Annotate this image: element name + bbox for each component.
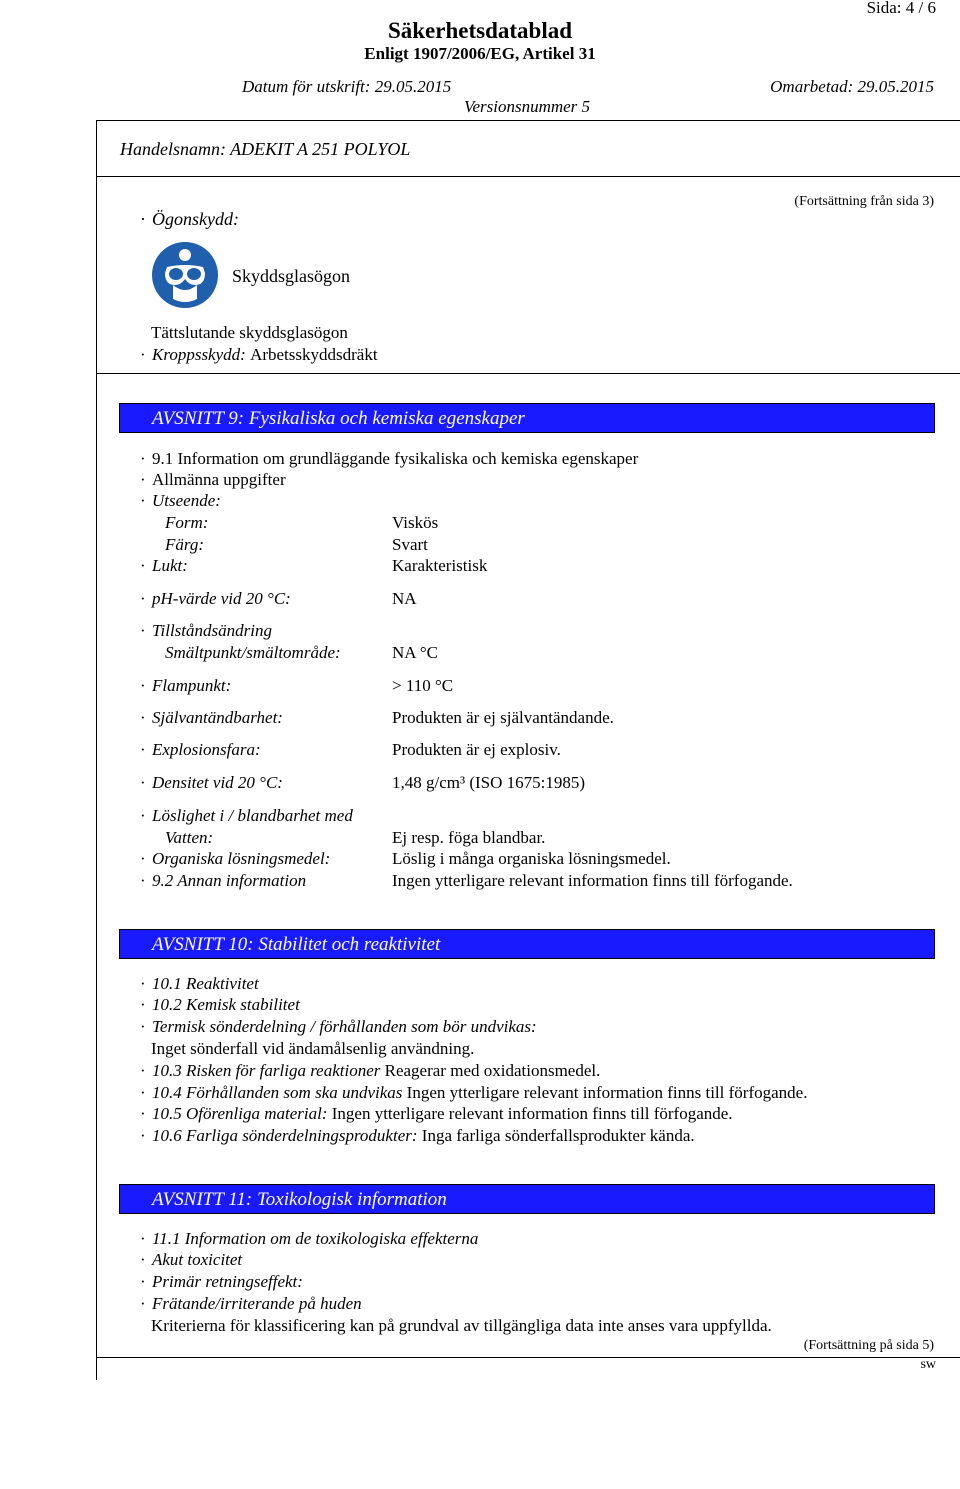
- incompatible-label: 10.5 Oförenliga material:: [152, 1104, 328, 1123]
- form-value: Viskös: [392, 513, 439, 532]
- general-info: · Allmänna uppgifter: [140, 470, 286, 490]
- appearance-label: · Utseende:: [140, 491, 221, 511]
- section-9-header: [119, 403, 935, 433]
- water-label: Vatten:: [165, 828, 214, 847]
- decomposition-value: Inga farliga sönderfallsprodukter kända.: [421, 1126, 695, 1145]
- state-change-label: · Tillståndsändring: [140, 621, 272, 641]
- ph-value: NA: [392, 589, 417, 608]
- other-info-label: · 9.2 Annan information: [140, 871, 306, 891]
- print-date: Datum för utskrift: 29.05.2015: [242, 77, 452, 96]
- section-10-header: [119, 929, 935, 959]
- incompatible-value: Ingen ytterligare relevant information finns till förfogande.: [331, 1104, 733, 1123]
- selfignition-value: Produkten är ej självantändande.: [392, 708, 614, 727]
- left-margin-rule: [96, 120, 97, 1380]
- version-number: Versionsnummer 5: [463, 97, 591, 116]
- primary-irritant: · Primär retningseffekt:: [140, 1272, 303, 1292]
- thermal-value: Inget sönderfall vid ändamålsenlig användning.: [151, 1039, 475, 1058]
- flash-value: > 110 °C: [392, 676, 454, 695]
- section-11-title: AVSNITT 11: Toxikologisk information: [152, 1189, 447, 1210]
- safety-goggles-icon: [151, 241, 219, 309]
- avoid-conditions-label: 10.4 Förhållanden som ska undvikas: [152, 1083, 403, 1102]
- acute-toxicity: · Akut toxicitet: [140, 1250, 242, 1270]
- avoid-conditions-line: [140, 1083, 807, 1103]
- revision-date: Omarbetad: 29.05.2015: [770, 77, 934, 96]
- flash-label: · Flampunkt:: [140, 676, 231, 696]
- explosion-label: · Explosionsfara:: [140, 740, 261, 760]
- reactivity: · 10.1 Reaktivitet: [140, 974, 259, 994]
- toxicological-info: · 11.1 Information om de toxikologiska effekterna: [140, 1229, 478, 1249]
- continued-to: (Fortsättning på sida 5): [803, 1338, 934, 1353]
- decomposition-label: 10.6 Farliga sönderdelningsprodukter:: [152, 1126, 418, 1145]
- form-label: Form:: [165, 513, 209, 532]
- avoid-conditions-value: Ingen ytterligare relevant information finns till förfogande.: [406, 1083, 808, 1102]
- goggles-type: Tättslutande skyddsglasögon: [151, 323, 348, 342]
- ph-label: · pH-värde vid 20 °C:: [140, 589, 291, 609]
- solubility-label: · Löslighet i / blandbarhet med: [140, 806, 353, 826]
- color-label: Färg:: [165, 535, 205, 554]
- organic-label: · Organiska lösningsmedel:: [140, 849, 330, 869]
- section-9-title: AVSNITT 9: Fysikaliska och kemiska egenskaper: [152, 408, 525, 429]
- odour-label: · Lukt:: [140, 556, 188, 576]
- eye-protection-label: · Ögonskydd:: [140, 209, 239, 229]
- criteria-text: Kriterierna för klassificering kan på grundval av tillgängliga data inte anses vara uppfyllda.: [151, 1316, 772, 1335]
- body-protection-line: [140, 345, 378, 365]
- organic-value: Löslig i många organiska lösningsmedel.: [392, 849, 671, 868]
- section-11-header: [119, 1184, 935, 1214]
- footer-rule: [96, 1357, 960, 1358]
- header-rule: [96, 120, 960, 121]
- document-title: Säkerhetsdatablad: [387, 18, 573, 43]
- hazard-reactions-value: Reagerar med oxidationsmedel.: [384, 1061, 601, 1080]
- decomposition-line: [140, 1126, 695, 1146]
- trade-name-rule: [96, 176, 960, 177]
- density-label: · Densitet vid 20 °C:: [140, 773, 283, 793]
- hazard-reactions-line: [140, 1061, 600, 1081]
- thermal-label: · Termisk sönderdelning / förhållanden som bör undvikas:: [140, 1017, 537, 1037]
- incompatible-line: [140, 1104, 733, 1124]
- trade-name: Handelsnamn: ADEKIT A 251 POLYOL: [120, 139, 411, 159]
- selfignition-label: · Självantändbarhet:: [140, 708, 283, 728]
- ppe-rule: [96, 373, 960, 374]
- explosion-value: Produkten är ej explosiv.: [392, 740, 561, 759]
- water-value: Ej resp. föga blandbar.: [392, 828, 546, 847]
- regulation-line: Enligt 1907/2006/EG, Artikel 31: [364, 44, 596, 63]
- body-protection-label: Kroppsskydd:: [152, 345, 246, 364]
- color-value: Svart: [392, 535, 428, 554]
- other-info-value: Ingen ytterligare relevant information finns till förfogande.: [392, 871, 793, 890]
- body-protection-value: Arbetsskyddsdräkt: [250, 345, 378, 364]
- chemical-stability: · 10.2 Kemisk stabilitet: [140, 995, 300, 1015]
- s91-heading: · 9.1 Information om grundläggande fysikaliska och kemiska egenskaper: [140, 449, 638, 469]
- goggles-caption: Skyddsglasögon: [232, 266, 351, 286]
- density-value: 1,48 g/cm³ (ISO 1675:1985): [392, 773, 586, 792]
- hazard-reactions-label: 10.3 Risken för farliga reaktioner: [152, 1061, 381, 1080]
- footer-code: sw: [920, 1357, 936, 1372]
- skin-corrosion: · Frätande/irriterande på huden: [140, 1294, 362, 1314]
- melting-label: Smältpunkt/smältområde:: [165, 643, 341, 662]
- continued-from: (Fortsättning från sida 3): [794, 194, 934, 209]
- section-10-title: AVSNITT 10: Stabilitet och reaktivitet: [152, 934, 441, 955]
- odour-value: Karakteristisk: [392, 556, 488, 575]
- page-number: Sida: 4 / 6: [866, 0, 936, 17]
- melting-value: NA °C: [392, 643, 439, 662]
